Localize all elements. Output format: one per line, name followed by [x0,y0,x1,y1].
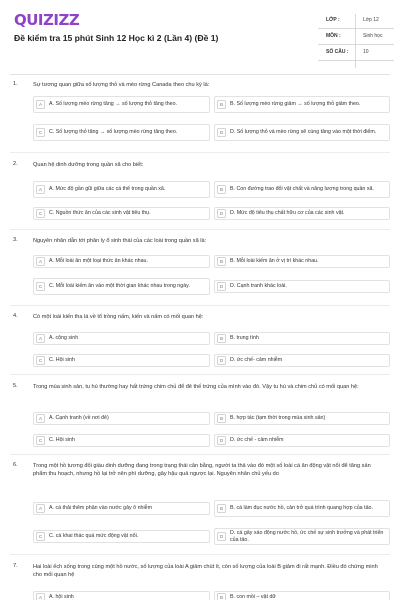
option-text: A. cá thải thêm phân vào nước gây ô nhiễm [49,505,153,511]
option-text: C. Mỗi loài kiếm ăn vào một thời gian khác nhau trong ngày. [49,283,190,289]
question-number: 4. [13,313,18,319]
option-letter-badge: B [217,593,226,600]
option-letter-badge: B [217,334,226,343]
option-a[interactable] [33,255,210,268]
option-letter-badge: C [36,282,45,291]
option-letter-badge: A [36,185,45,194]
option-text: A. cộng sinh [49,335,79,341]
option-b[interactable] [214,412,390,425]
option-text: B. cá làm đục nước hồ, cản trở quá trình quang hợp của tảo. [230,505,373,511]
option-b[interactable] [214,332,390,345]
option-letter-badge: C [36,128,45,137]
option-c[interactable] [33,278,210,295]
option-a[interactable] [33,332,210,345]
question-text: Hai loài ếch sống trong cùng một hồ nước, số lượng của loài A giảm chút ít, còn số lượng của loài B giảm đi rất mạnh. Điều đó chứng minh cho mối quan hệ [33,564,378,578]
question-text: Quan hệ dinh dưỡng trong quần xã cho biết: [33,162,144,168]
option-b[interactable] [214,255,390,268]
option-b[interactable] [214,96,390,113]
option-letter-badge: C [36,532,45,541]
question-divider [10,554,390,555]
question-divider [10,305,390,306]
option-text: A. Mỗi loài ăn một loại thức ăn khác nhau. [49,258,148,264]
question-number: 7. [13,563,18,569]
question-divider [10,152,390,153]
question-divider [10,454,390,455]
option-a[interactable] [33,412,210,425]
question-text: Có một loài kiến tha lá về tổ trồng nấm, kiến và nấm có mối quan hệ: [33,314,204,320]
option-text: B. Mỗi loài kiếm ăn ở vị trí khác nhau. [230,258,319,264]
option-text: A. hội sinh [49,594,74,600]
option-d[interactable] [214,528,390,545]
option-text: B. hợp tác (tạm thời trong mùa sinh sản) [230,415,326,421]
option-letter-badge: B [217,504,226,513]
question-text: Sự tương quan giữa số lượng thỏ và mèo rừng Canada theo chu kỳ là: [33,82,210,88]
option-letter-badge: C [36,356,45,365]
option-letter-badge: B [217,185,226,194]
option-text: B. Con đường trao đổi vật chất và năng lượng trong quần xã. [230,186,374,192]
option-letter-badge: D [217,282,226,291]
meta-divider [318,60,394,61]
option-b[interactable] [214,591,390,600]
option-d[interactable] [214,434,390,447]
option-text: D. ức chế - cảm nhiễm [230,437,284,443]
option-letter-badge: D [217,532,226,541]
option-b[interactable] [214,181,390,198]
question-number: 1. [13,81,18,87]
option-d[interactable] [214,124,390,141]
question-number: 2. [13,161,18,167]
option-text: D. Cạnh tranh khác loài. [230,283,287,289]
meta-subject-key: MÔN : [326,33,341,39]
option-text: C. Hội sinh [49,437,75,443]
option-a[interactable] [33,96,210,113]
option-d[interactable] [214,280,390,293]
option-letter-badge: A [36,334,45,343]
option-text: B. trung tính [230,335,259,341]
option-c[interactable] [33,124,210,141]
option-text: D. ức chế- cảm nhiễm [230,357,283,363]
option-letter-badge: A [36,414,45,423]
meta-count-value: 10 [363,49,369,55]
option-a[interactable] [33,591,210,600]
option-letter-badge: C [36,209,45,218]
meta-class-value: Lớp 12 [363,17,379,23]
option-letter-badge: D [217,209,226,218]
meta-count-key: SỐ CÂU : [326,49,349,55]
option-text: B. Số lượng mèo rừng giảm → số lượng thỏ giảm theo. [230,101,361,107]
option-text: A. Số lượng mèo rừng tăng → số lượng thỏ tăng theo. [49,101,178,107]
option-letter-badge: D [217,436,226,445]
meta-subject-value: Sinh học [363,33,383,39]
option-letter-badge: B [217,257,226,266]
meta-divider [318,44,394,45]
question-text: Trong một hồ tương đối giàu dinh dưỡng đang trong trạng thái cân bằng, người ta thả vào đó một số loài cá ăn động vật nổi để tăng sản phẩm thu hoạch, nhưng hồ lại trở nên phì dưỡng, gây hậu quả ngược lại. Nguyên nhân chủ yếu do [33,463,371,477]
meta-column-divider [355,14,356,68]
option-letter-badge: C [36,436,45,445]
option-a[interactable] [33,502,210,515]
option-d[interactable] [214,354,390,367]
question-divider [10,374,390,375]
option-text: D. Mức độ tiêu thụ chất hữu cơ của các sinh vật. [230,210,345,216]
quizizz-logo: QUIZIZZ [14,11,80,29]
option-text: C. Nguồn thức ăn của các sinh vật tiêu thụ. [49,210,151,216]
page-title: Đề kiểm tra 15 phút Sinh 12 Học kì 2 (Lần 4) (Đề 1) [14,33,219,43]
option-letter-badge: B [217,414,226,423]
option-letter-badge: D [217,128,226,137]
option-letter-badge: A [36,504,45,513]
question-number: 3. [13,237,18,243]
option-c[interactable] [33,530,210,543]
option-letter-badge: A [36,257,45,266]
option-c[interactable] [33,354,210,367]
header-divider [10,74,390,75]
meta-class-key: LỚP : [326,17,340,23]
question-divider [10,229,390,230]
option-text: C. cá khai thác quá mức động vật nổi. [49,533,139,539]
question-text: Trong mùa sinh sản, tu hú thường hay hất trứng chim chủ để đẻ thế trứng của mình vào đó. Vậy tu hú và chim chủ có mối quan hệ: [33,384,359,390]
option-text: C. Hội sinh [49,357,75,363]
option-letter-badge: A [36,100,45,109]
option-letter-badge: D [217,356,226,365]
worksheet-header [0,0,400,76]
question-number: 5. [13,383,18,389]
option-text: C. Số lượng thỏ tăng → số lượng mèo rừng tăng theo. [49,129,178,135]
option-d[interactable] [214,207,390,220]
option-text: A. Mức độ gần gũi giữa các cá thể trong quần xã. [49,186,166,192]
option-text: D. cá gây xáo động nước hồ, ức chế sự sinh trưởng và phát triển của tảo. [230,529,384,543]
meta-divider [318,28,394,29]
question-text: Nguyên nhân dẫn tới phân ly ổ sinh thái của các loài trong quần xã là: [33,238,207,244]
question-number: 6. [13,462,18,468]
option-a[interactable] [33,181,210,198]
option-b[interactable] [214,500,390,517]
option-text: B. con mồi – vật dữ [230,594,276,600]
option-c[interactable] [33,434,210,447]
option-text: A. Cạnh tranh (về nơi đẻ) [49,415,109,421]
option-text: D. Số lượng thỏ và mèo rừng sẽ cùng tăng vào một thời điểm. [230,129,377,135]
option-c[interactable] [33,207,210,220]
option-letter-badge: A [36,593,45,600]
option-letter-badge: B [217,100,226,109]
